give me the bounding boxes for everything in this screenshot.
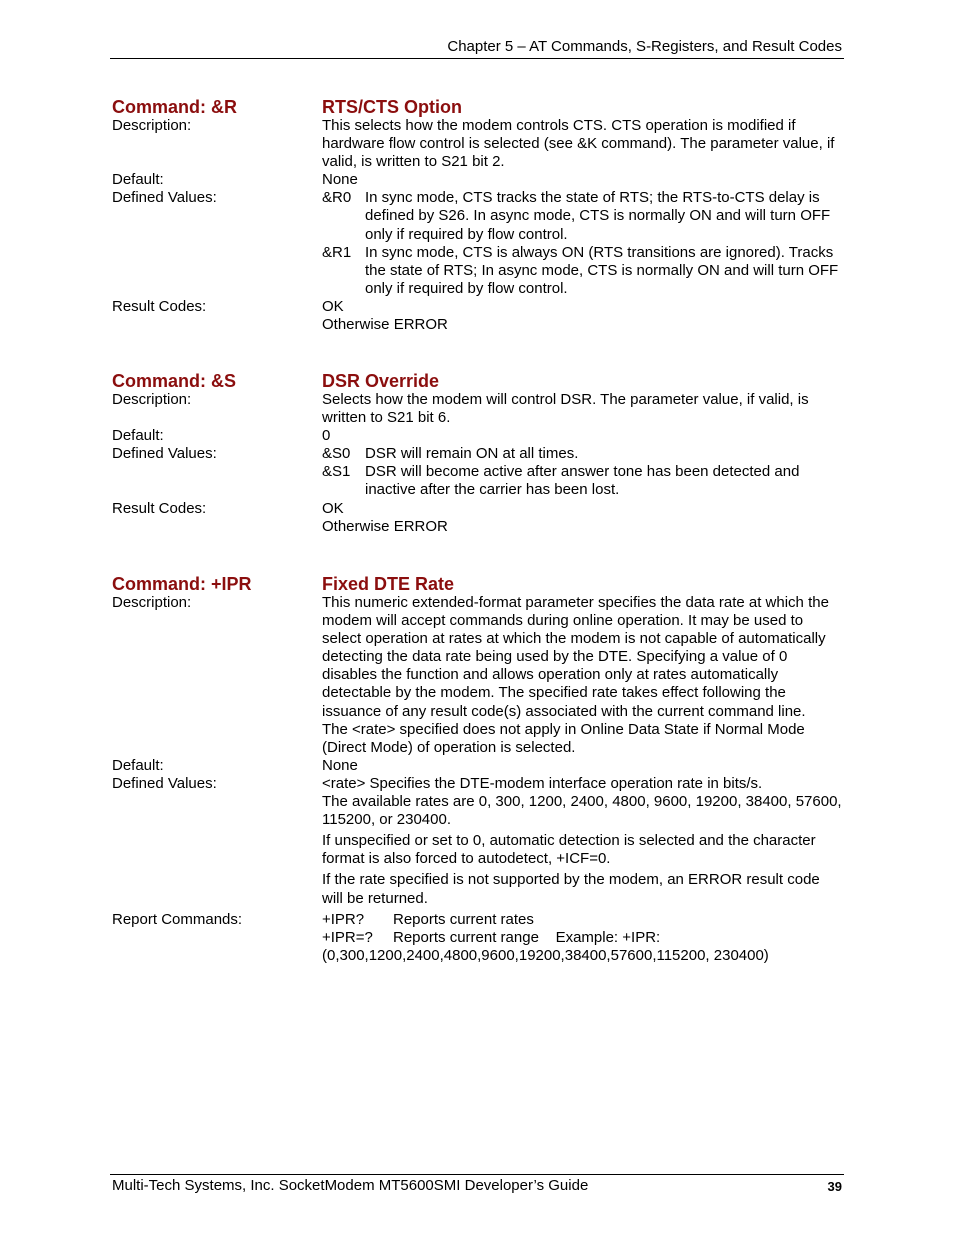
command-name: RTS/CTS Option xyxy=(322,97,462,117)
description-text: This numeric extended-format parameter specifies the data rate at which the modem will accept commands during online operation. It may be used to select operation at rates at which the modem is not capable of automatically detecting the data rate being used by the DTE. Specifying a value of 0 disables the function and allows operation only at rates automatically detectable by the modem. The specified rate takes effect following the issuance of any result code(s) associated with the current command line. xyxy=(322,594,829,720)
rate-description: <rate> Specifies the DTE-modem interface operation rate in bits/s. xyxy=(322,774,763,792)
default-value: None xyxy=(322,171,358,189)
defined-value-item xyxy=(322,189,844,243)
command-label: Command: &R xyxy=(112,97,237,117)
header-rule xyxy=(110,58,844,59)
default-value: 0 xyxy=(322,427,331,445)
defined-values-label: Defined Values: xyxy=(112,445,217,463)
value-text: In sync mode, CTS is always ON (RTS transitions are ignored). Tracks the state of RTS; In async mode, CTS is normally ON and will turn OFF only if required by flow control. xyxy=(365,243,839,297)
defined-values-label: Defined Values: xyxy=(112,189,217,207)
report-example: (0,300,1200,2400,4800,9600,19200,38400,57600,115200, 230400) xyxy=(322,946,769,964)
unsupported-rate-note: If the rate specified is not supported by the modem, an ERROR result code will be returned. xyxy=(322,871,820,907)
value-code: &R0 xyxy=(322,189,352,207)
report-command-text: Reports current range Example: +IPR: xyxy=(393,928,661,946)
command-label: Command: &S xyxy=(112,371,237,391)
command-title-row xyxy=(112,574,844,594)
result-code: Otherwise ERROR xyxy=(322,316,448,334)
result-code: OK xyxy=(322,499,344,517)
defined-value-item xyxy=(322,445,844,463)
report-command-item xyxy=(322,911,844,929)
value-code: &R1 xyxy=(322,243,352,261)
default-label: Default: xyxy=(112,427,164,445)
value-text: DSR will become active after answer tone has been detected and inactive after the carrier has been lost. xyxy=(365,463,800,499)
autodetect-note: If unspecified or set to 0, automatic detection is selected and the character format is also forced to autodetect, +ICF=0. xyxy=(322,832,816,868)
description-label: Description: xyxy=(112,391,192,408)
default-label: Default: xyxy=(112,171,164,189)
description-label: Description: xyxy=(112,594,192,611)
result-codes-label: Result Codes: xyxy=(112,297,207,315)
report-command-code: +IPR? xyxy=(322,910,365,928)
available-rates: The available rates are 0, 300, 1200, 2400, 4800, 9600, 19200, 38400, 57600, 115200, or 230400. xyxy=(322,793,842,829)
description-note: The <rate> specified does not apply in Online Data State if Normal Mode (Direct Mode) of operation is selected. xyxy=(322,720,805,756)
page-number: 39 xyxy=(827,1179,842,1194)
chapter-header: Chapter 5 – AT Commands, S-Registers, and Result Codes xyxy=(447,38,842,55)
report-commands-label: Report Commands: xyxy=(112,910,243,928)
report-command-code: +IPR=? xyxy=(322,928,373,946)
command-title-row xyxy=(112,371,844,391)
description-text: This selects how the modem controls CTS. CTS operation is modified if hardware flow control is selected (see &K command). The parameter value, if valid, is written to S21 bit 2. xyxy=(322,117,835,171)
result-code: OK xyxy=(322,297,344,315)
command-label: Command: +IPR xyxy=(112,574,252,594)
footer-rule xyxy=(110,1174,844,1175)
command-name: DSR Override xyxy=(322,371,440,391)
footer-guide-title: Multi-Tech Systems, Inc. SocketModem MT5600SMI Developer’s Guide xyxy=(112,1177,589,1194)
value-text: In sync mode, CTS tracks the state of RTS; the RTS-to-CTS delay is defined by S26. In async mode, CTS is normally ON and will turn OFF only if required by flow control. xyxy=(365,189,831,243)
value-code: &S0 xyxy=(322,445,351,463)
defined-values-label: Defined Values: xyxy=(112,774,217,792)
value-code: &S1 xyxy=(322,463,351,481)
command-title-row xyxy=(112,97,844,117)
result-code: Otherwise ERROR xyxy=(322,517,448,535)
report-command-item xyxy=(322,929,844,947)
value-text: DSR will remain ON at all times. xyxy=(365,445,579,463)
command-name: Fixed DTE Rate xyxy=(322,574,455,594)
command-section-and-s xyxy=(112,371,844,536)
description-text: Selects how the modem will control DSR. The parameter value, if valid, is written to S21 bit 6. xyxy=(322,391,809,427)
description-label: Description: xyxy=(112,117,192,134)
defined-value-item xyxy=(322,244,844,298)
command-section-and-r xyxy=(112,97,844,334)
command-section-ipr xyxy=(112,574,844,965)
default-value: None xyxy=(322,756,358,774)
result-codes-label: Result Codes: xyxy=(112,499,207,517)
report-command-text: Reports current rates xyxy=(393,910,534,928)
default-label: Default: xyxy=(112,756,164,774)
defined-value-item xyxy=(322,463,844,499)
